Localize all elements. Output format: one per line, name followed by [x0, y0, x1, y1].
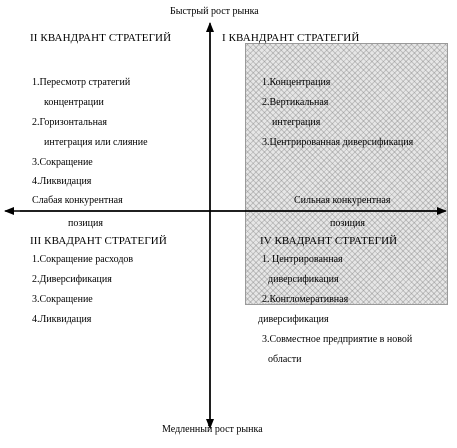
quadrant1-item: 3.Центрированная диверсификация	[262, 137, 414, 148]
quadrant2-item: 3.Сокращение	[32, 157, 93, 168]
quadrant1-item: 2.Вертикальная	[262, 97, 329, 108]
quadrant4-item: 2.Конгломеративная	[262, 294, 349, 305]
quadrant1-item: 1.Концентрация	[262, 77, 331, 88]
quadrant4-item: диверсификация	[258, 314, 329, 325]
right-axis-label-line2: позиция	[330, 218, 365, 229]
quadrant2-item: концентрации	[44, 97, 104, 108]
quadrant2-item: 1.Пересмотр стратегий	[32, 77, 131, 88]
quadrant4-item: области	[268, 354, 302, 365]
quadrant3-item: 1.Сокращение расходов	[32, 254, 134, 265]
bottom-axis-label: Медленный рост рынка	[162, 424, 263, 435]
quadrant4-item: диверсификация	[268, 274, 339, 285]
quadrant2-item: 4.Ликвидация	[32, 176, 92, 187]
quadrant3-item: 2.Диверсификация	[32, 274, 112, 285]
quadrant4-title: IV КВАДРАНТ СТРАТЕГИЙ	[260, 235, 398, 247]
left-axis-label-line2: позиция	[68, 218, 103, 229]
quadrant1-title: I КВАНДРАНТ СТРАТЕГИЙ	[222, 32, 360, 44]
quadrant4-item: 1. Центрированная	[262, 254, 343, 265]
top-axis-label: Быстрый рост рынка	[170, 6, 259, 17]
quadrant1-item: интеграция	[272, 117, 321, 128]
left-axis-label-line1: Слабая конкурентная	[32, 195, 123, 206]
quadrant2-title: II КВАНДРАНТ СТРАТЕГИЙ	[30, 32, 172, 44]
right-axis-label-line1: Сильная конкурентная	[294, 195, 391, 206]
quadrant3-title: III КВАДРАНТ СТРАТЕГИЙ	[30, 235, 167, 247]
quadrant2-item: интеграция или слияние	[44, 137, 148, 148]
quadrant3-item: 4.Ликвидация	[32, 314, 92, 325]
quadrant2-item: 2.Горизонтальная	[32, 117, 107, 128]
quadrant3-item: 3.Сокращение	[32, 294, 93, 305]
quadrant4-item: 3.Совместное предприятие в новой	[262, 334, 413, 345]
